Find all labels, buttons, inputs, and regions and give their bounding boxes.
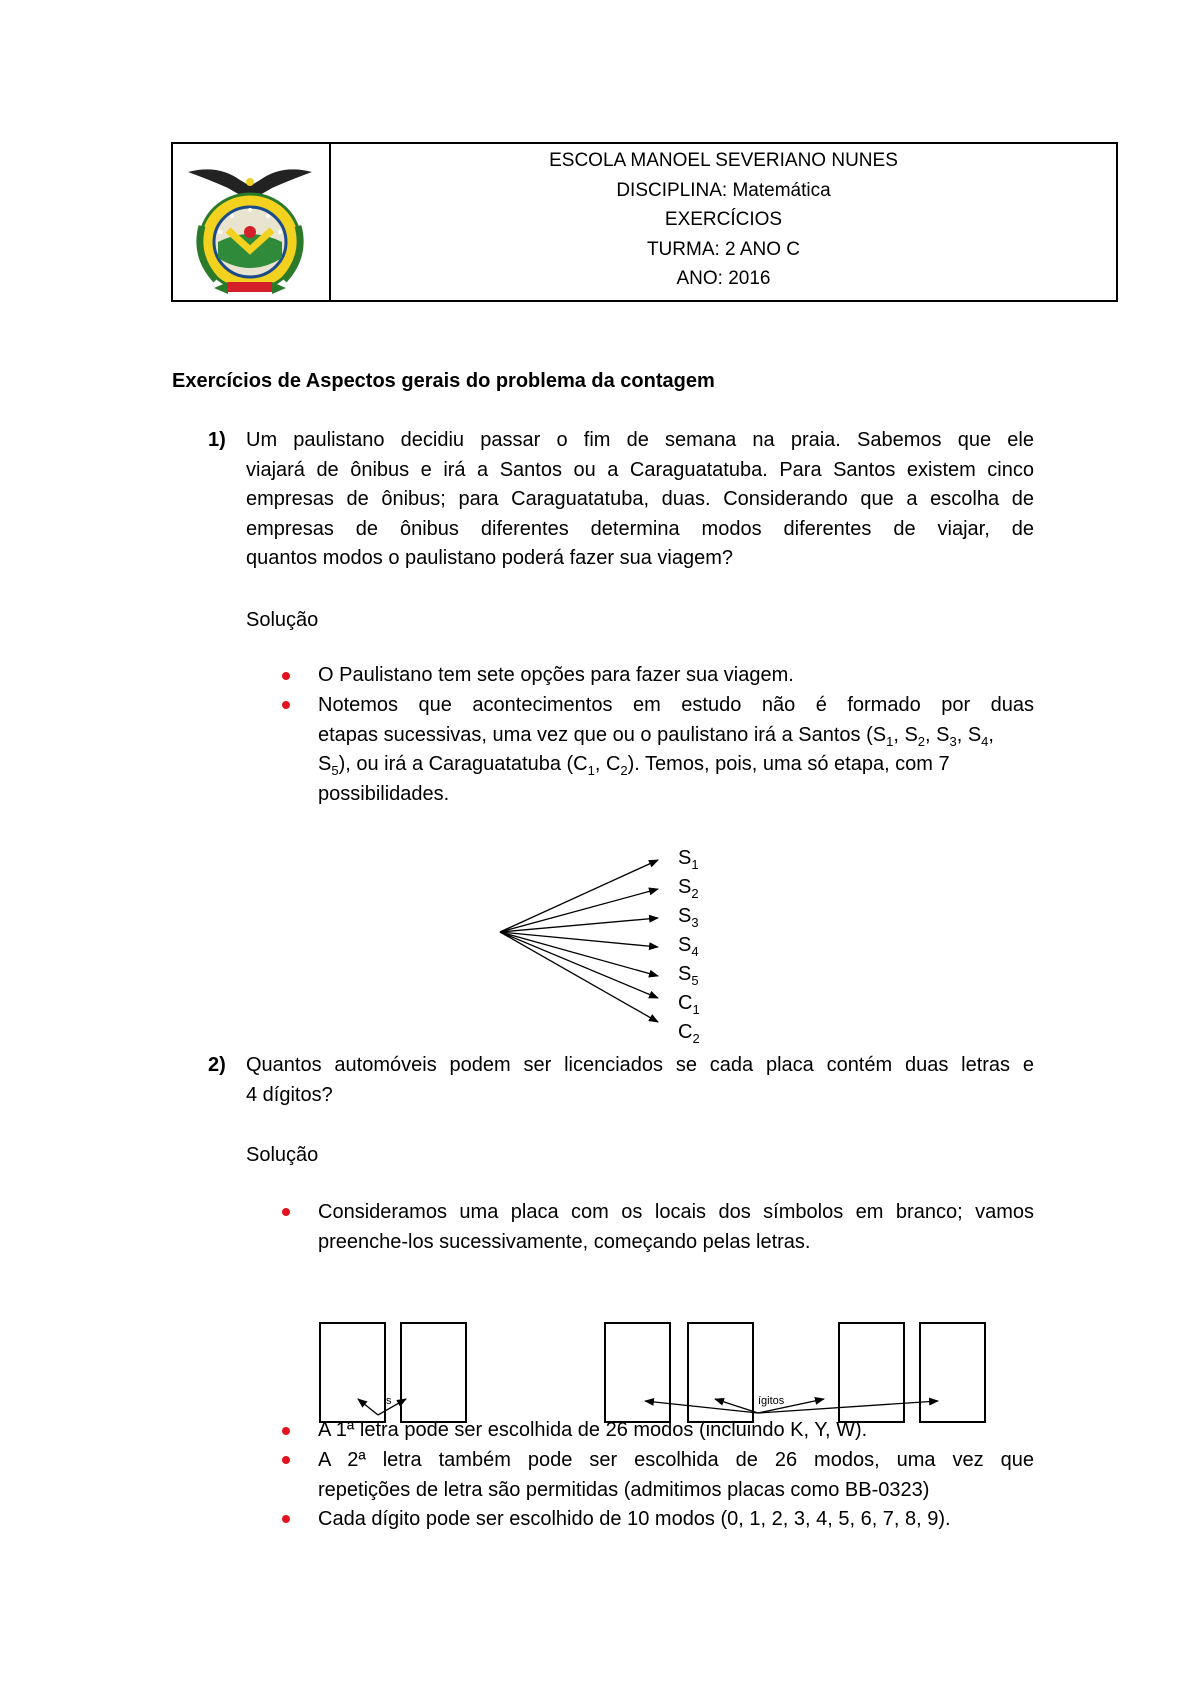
subject-line: DISCIPLINA: Matemática [616,179,831,201]
tree-letter: C [678,1021,693,1043]
bullet-icon [282,672,290,680]
options-tree-diagram [480,840,700,1040]
q1-line: quantos modos o paulistano poderá fazer sua viagem? [246,547,733,569]
class-line: TURMA: 2 ANO C [646,238,801,260]
tree-label [678,846,699,870]
tree-sub: 2 [691,886,699,901]
letters-caption: s [386,1395,392,1407]
bullet-icon [282,701,290,709]
q2-bullet-3 [318,1446,1034,1505]
arrow-letter-2 [378,1399,406,1415]
tree-letter: S [678,963,692,985]
bullet-icon [282,1456,290,1464]
arrow-letter-1 [358,1399,378,1415]
question-2-number: 2) [208,1054,226,1076]
year-line: ANO: 2016 [676,268,771,289]
tree-sub: 2 [692,1031,700,1046]
arrow-s4 [500,932,658,947]
tree-letter: S [678,847,692,869]
q1-bullet-2 [318,691,1034,809]
q1-b2-text: ), ou irá a Caraguatatuba (C [338,753,588,775]
q2-line: 4 dígitos? [246,1083,333,1106]
tree-letter: S [678,876,692,898]
q1-b2-text: ). Temos, pois, uma só etapa, com 7 [627,753,950,775]
tree-label [678,933,699,957]
tree-arrows [500,860,658,1022]
arrow-c2 [500,932,658,1022]
tree-sub: 1 [692,1002,700,1017]
tree-label [678,904,699,928]
q2-bullet3-line: A 2ª letra também pode ser escolhida de 26 modos, uma vez que [318,1449,1034,1471]
amazonas-coat-of-arms-icon [178,146,323,298]
q1-b2-text: etapas sucessivas, uma vez que ou o paulistano irá a Santos (S [318,723,887,746]
arrow-s5 [500,932,658,976]
q2-bullet1-line: preenche-los sucessivamente, começando pelas letras. [318,1230,811,1253]
header-info [331,146,1116,294]
q1-solution-label: Solução [246,609,319,631]
tree-label [678,1020,700,1044]
q2-solution-label: Solução [246,1144,319,1166]
section-title: Exercícios de Aspectos gerais do problema da contagem [172,370,715,392]
school-name: ESCOLA MANOEL SEVERIANO NUNES [549,150,898,171]
document-type: EXERCÍCIOS [664,209,783,230]
tree-label [678,875,699,899]
question-1-text [246,426,1034,574]
q1-bullet2-line [318,721,1034,751]
q1-bullet2-line [318,750,1034,780]
tree-label [678,962,699,986]
tree-letter: S [678,934,692,956]
q1-line: viajará de ônibus e irá a Santos ou a Caraguatatuba. Para Santos existem cinco [246,458,1034,481]
q1-bullet-1: O Paulistano tem sete opções para fazer sua viagem. [318,664,794,686]
q2-bullet-4: Cada dígito pode ser escolhido de 10 modos (0, 1, 2, 3, 4, 5, 6, 7, 8, 9). [318,1508,951,1530]
q1-b2-text: S [318,753,332,775]
q2-line: Quantos automóveis podem ser licenciados se cada placa contém duas letras e [246,1054,1034,1076]
bullet-icon [282,1427,290,1435]
q1-line: empresas de ônibus; para Caraguatatuba, duas. Considerando que a escolha de [246,488,1034,510]
q1-bullet2-line: Notemos que acontecimentos em estudo não é formado por duas [318,694,1034,716]
bullet-icon [282,1515,290,1523]
digits-caption: ígitos [758,1395,785,1407]
tree-sub: 1 [691,857,699,872]
arrow-c1 [500,932,658,998]
q2-bullet3-line: repetições de letra são permitidas (admitimos placas como BB-0323) [318,1478,930,1501]
q1-line: empresas de ônibus diferentes determina modos diferentes de viajar, de [246,517,1034,540]
tree-sub: 5 [691,973,699,988]
q2-bullet-2: A 1ª letra pode ser escolhida de 26 modos (incluindo K, Y, W). [318,1419,868,1441]
tree-letter: C [678,992,693,1014]
tree-label [678,991,700,1015]
q1-bullet2-line: possibilidades. [318,782,450,805]
question-2-text [246,1051,1034,1110]
tree-letter: S [678,905,692,927]
tree-sub: 4 [691,944,699,959]
q1-line: Um paulistano decidiu passar o fim de semana na praia. Sabemos que ele [246,429,1034,451]
bullet-icon [282,1208,290,1216]
question-1-number: 1) [208,429,226,451]
tree-sub: 3 [691,915,699,930]
q2-bullet1-line: Consideramos uma placa com os locais dos símbolos em branco; vamos [318,1201,1034,1223]
q2-bullet-1 [318,1198,1034,1257]
q1-b2-seg: etapas sucessivas, uma vez que ou o paulistano irá a Santos ($S_1$, $S_2$, $S_3$, $S_4$, [318,723,994,749]
q1-b2-seg: $S_5$), ou irá a Caraguatatuba ($C_1$, $C_2$). Temos, pois, uma só etapa, com 7 [318,753,950,778]
